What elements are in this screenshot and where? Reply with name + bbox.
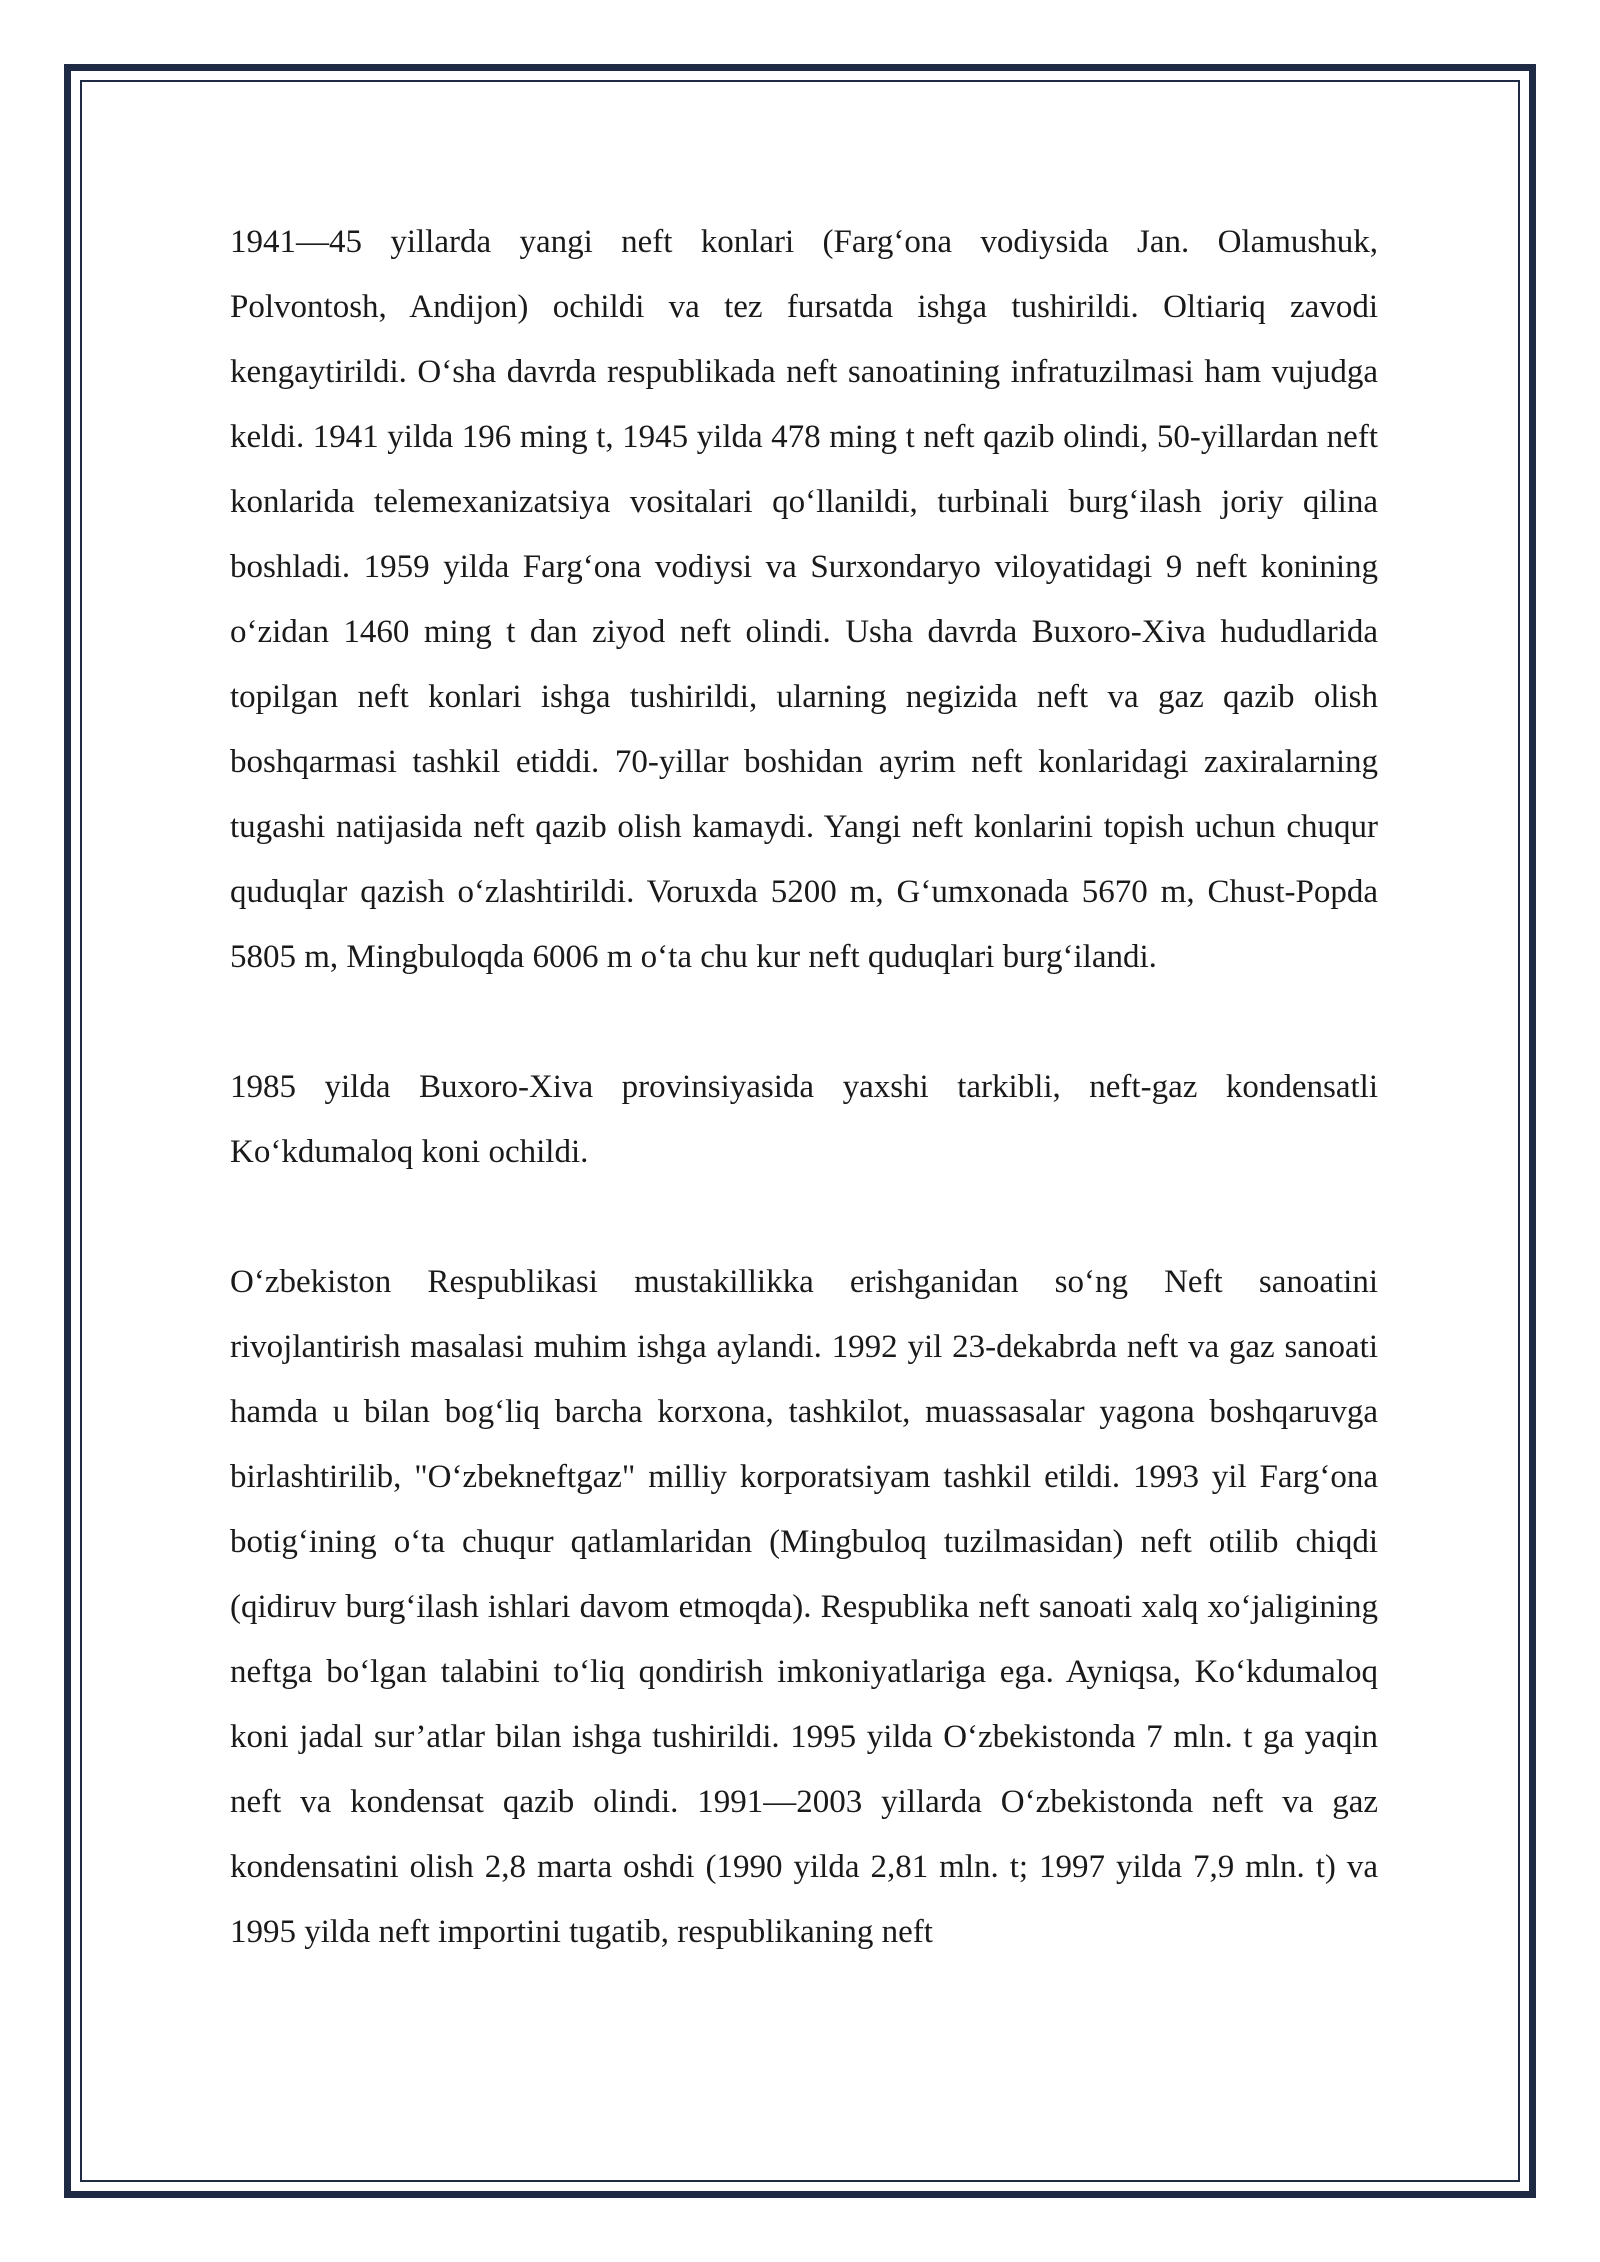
paragraph-kokdumaloq-1985: 1985 yilda Buxoro-Xiva provinsiyasida yaxshi tarkibli, neft-gaz kondensatli Ko‘kdumaloq koni ochildi. — [230, 1069, 1378, 1170]
document-body — [230, 210, 1378, 1965]
paragraph-oil-history-1941: 1941—45 yillarda yangi neft konlari (Farg‘ona vodiysida Jan. Olamushuk, Polvontosh, Andijon) ochildi va tez fursatda ishga tushirildi. Oltiariq zavodi kengaytirildi. O‘sha davrda respublikada neft sanoatining infratuzilmasi ham vujudga keldi. 1941 yilda 196 ming t, 1945 yilda 478 ming t neft qazib olindi, 50-yillardan neft konlarida telemexanizatsiya vositalari qo‘llanildi, turbinali burg‘ilash joriy qilina boshladi. 1959 yilda Farg‘ona vodiysi va Surxondaryo viloyatidagi 9 neft konining o‘zidan 1460 ming t dan ziyod neft olindi. Usha davrda Buxoro-Xiva hududlarida topilgan neft konlari ishga tushirildi, ularning negizida neft va gaz qazib olish boshqarmasi tashkil etiddi. 70-yillar boshidan ayrim neft konlaridagi zaxiralarning tugashi natijasida neft qazib olish kamaydi. Yangi neft konlarini topish uchun chuqur quduqlar qazish o‘zlashtirildi. Voruxda 5200 m, G‘umxonada 5670 m, Chust-Popda 5805 m, Mingbuloqda 6006 m o‘ta chu kur neft quduqlari burg‘ilandi. — [230, 224, 1378, 975]
paragraph-independence-oil-industry: O‘zbekiston Respublikasi mustakillikka erishganidan so‘ng Neft sanoatini rivojlantirish masalasi muhim ishga aylandi. 1992 yil 23-dekabrda neft va gaz sanoati hamda u bilan bog‘liq barcha korxona, tashkilot, muassasalar yagona boshqaruvga birlashtirilib, "O‘zbekneftgaz" milliy korporatsiyam tashkil etildi. 1993 yil Farg‘ona botig‘ining o‘ta chuqur qatlamlaridan (Mingbuloq tuzilmasidan) neft otilib chiqdi (qidiruv burg‘ilash ishlari davom etmoqda). Respublika neft sanoati xalq xo‘jaligining neftga bo‘lgan talabini to‘liq qondirish imkoniyatlariga ega. Ayniqsa, Ko‘kdumaloq koni jadal sur’atlar bilan ishga tushirildi. 1995 yilda O‘zbekistonda 7 mln. t ga yaqin neft va kondensat qazib olindi. 1991—2003 yillarda O‘zbekistonda neft va gaz kondensatini olish 2,8 marta oshdi (1990 yilda 2,81 mln. t; 1997 yilda 7,9 mln. t) va 1995 yilda neft importini tugatib, respublikaning neft — [230, 1264, 1378, 1950]
